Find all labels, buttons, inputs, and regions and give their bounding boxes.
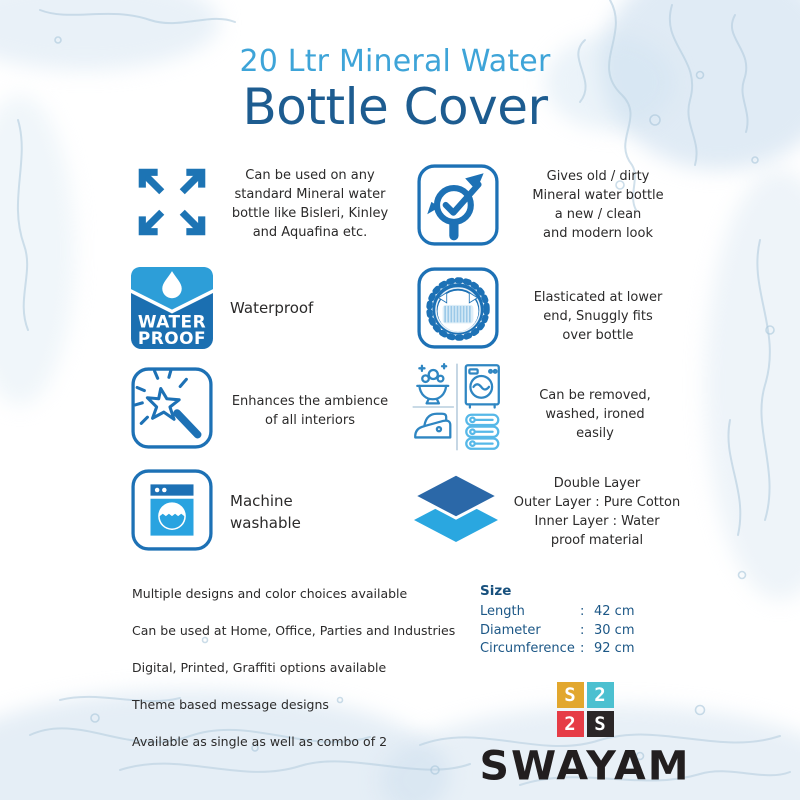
- wash-iron-grid-icon: [408, 358, 506, 460]
- feature-text-line: Can be removed,: [539, 388, 651, 403]
- logo-square-cyan: 2: [587, 682, 614, 708]
- feature-text-line: of all interiors: [265, 413, 355, 428]
- wash-basin-icon: [417, 364, 448, 403]
- feature-text-line: standard Mineral water: [234, 187, 386, 202]
- feature-text-line: washable: [230, 514, 301, 532]
- feature-text-line: Gives old / dirty: [546, 169, 650, 184]
- brand-logo-mark: [557, 682, 614, 740]
- feature-waterproof: [130, 266, 313, 354]
- feature-easy-care: [408, 358, 678, 460]
- brand-name: SWAYAM: [479, 742, 691, 790]
- feature-text-line: Machine: [230, 492, 293, 510]
- size-label: Diameter: [480, 622, 541, 638]
- size-row-length: [480, 603, 635, 622]
- feature-text-line: Enhances the ambience: [231, 394, 389, 409]
- size-value: 42 cm: [594, 604, 635, 619]
- feature-text-line: a new / clean: [554, 207, 642, 222]
- feature-text-line: Waterproof: [230, 299, 314, 317]
- washing-machine-icon: [130, 468, 214, 556]
- feature-new-look: [416, 163, 688, 251]
- feature-double-layer: [414, 466, 690, 550]
- magic-wand-icon: [130, 366, 214, 454]
- logo-square-gold: S: [557, 682, 584, 708]
- size-value: 92 cm: [594, 641, 635, 656]
- feature-text-line: Elasticated at lower: [533, 290, 663, 305]
- size-label: Circumference: [480, 641, 575, 656]
- size-block: [480, 583, 635, 659]
- feature-text-line: washed, ironed: [545, 407, 645, 422]
- double-layer-icon: [414, 466, 498, 550]
- size-value: 30 cm: [594, 622, 635, 638]
- benefits-list: [132, 586, 472, 771]
- benefit-item: Theme based message designs: [132, 697, 329, 712]
- badge-word-proof: PROOF: [137, 327, 207, 348]
- feature-text-line: and Aquafina etc.: [252, 225, 368, 240]
- logo-square-black: S: [587, 711, 614, 737]
- feature-text-line: proof material: [550, 533, 644, 548]
- size-colon: :: [580, 641, 585, 656]
- feature-text-line: end, Snuggly fits: [543, 309, 653, 324]
- feature-text-line: over bottle: [562, 328, 634, 343]
- feature-text-line: Mineral water bottle: [532, 188, 664, 203]
- feature-text-line: and modern look: [543, 226, 653, 241]
- expand-arrows-icon: [130, 160, 214, 248]
- benefit-item: Digital, Printed, Graffiti options available: [132, 660, 387, 675]
- badge-word-water: WATER: [137, 311, 207, 332]
- feature-text-line: Inner Layer : Water: [534, 514, 660, 529]
- title-subtitle: 20 Ltr Mineral Water: [239, 44, 551, 79]
- feature-text-line: Double Layer: [553, 476, 641, 491]
- feature-text-line: bottle like Bisleri, Kinley: [231, 206, 389, 221]
- feature-text-line: Can be used on any: [245, 168, 375, 183]
- size-label: Length: [480, 604, 525, 619]
- page-title: Bottle Cover: [242, 78, 548, 136]
- size-colon: :: [580, 622, 585, 638]
- size-row-circumference: [480, 640, 635, 659]
- benefit-item: Can be used at Home, Office, Parties and Industries: [132, 623, 456, 638]
- feature-text-line: easily: [576, 426, 614, 441]
- title-block: [115, 44, 675, 134]
- benefit-item: Available as single as well as combo of 2: [132, 734, 388, 749]
- size-colon: :: [580, 604, 585, 619]
- brand-logo: [455, 682, 715, 790]
- logo-square-red: 2: [557, 711, 584, 737]
- iron-icon: [415, 414, 450, 438]
- feature-universal-fit: [130, 160, 398, 248]
- feature-machine-washable: [130, 468, 301, 556]
- elastic-band-icon: [416, 266, 500, 354]
- feature-ambience: [130, 366, 398, 454]
- waterproof-badge-icon: [130, 266, 214, 354]
- size-row-diameter: [480, 622, 635, 641]
- feature-text-line: Outer Layer : Pure Cotton: [513, 495, 681, 510]
- benefit-item: Multiple designs and color choices available: [132, 586, 408, 601]
- washer-outline-icon: [466, 365, 499, 407]
- towels-icon: [466, 415, 498, 449]
- magnifier-check-icon: [416, 163, 500, 251]
- size-heading: Size: [480, 583, 512, 599]
- feature-elasticated: [416, 266, 688, 354]
